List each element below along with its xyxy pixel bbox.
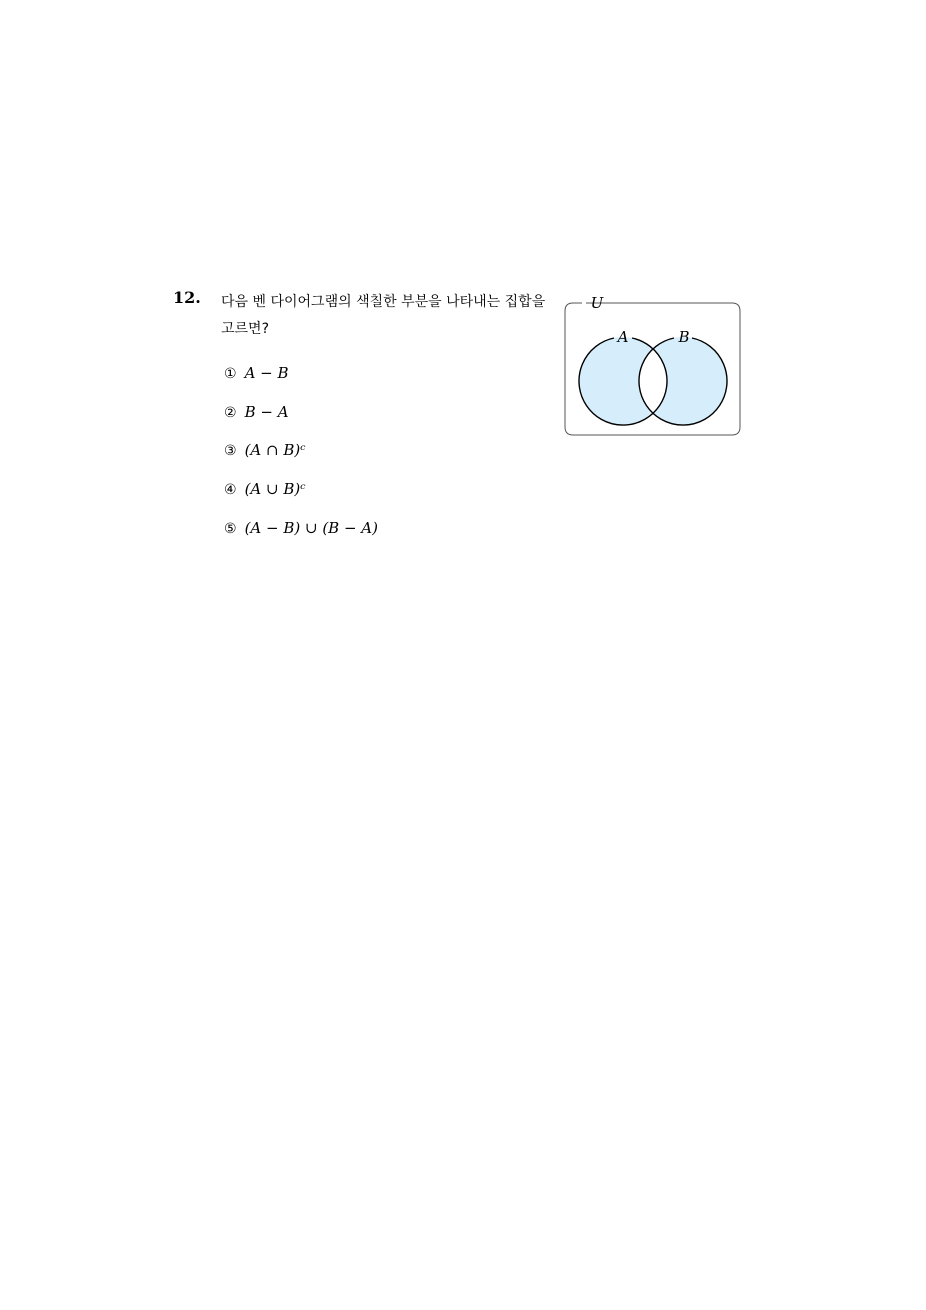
option-expression: A − B xyxy=(244,364,289,382)
option-expression: (A − B) ∪ (B − A) xyxy=(244,519,378,537)
option-5[interactable] xyxy=(224,519,378,537)
option-expression: B − A xyxy=(244,403,289,421)
option-2[interactable] xyxy=(224,403,289,421)
option-expression: (A ∩ B)ᶜ xyxy=(244,441,306,459)
question-text: 다음 벤 다이어그램의 색칠한 부분을 나타내는 집합을 고르면? xyxy=(221,294,546,337)
venn-diagram xyxy=(560,290,750,445)
option-mark: ② xyxy=(224,405,237,421)
set-a-label: A xyxy=(617,328,629,346)
option-3[interactable] xyxy=(224,441,306,459)
option-4[interactable] xyxy=(224,480,306,498)
option-1[interactable] xyxy=(224,364,289,382)
set-b-label: B xyxy=(678,328,690,346)
option-mark: ③ xyxy=(224,443,237,459)
question-number: 12. xyxy=(173,288,201,307)
universe-label: U xyxy=(590,294,604,312)
option-mark: ④ xyxy=(224,482,237,498)
option-mark: ⑤ xyxy=(224,521,237,537)
option-mark: ① xyxy=(224,366,237,382)
option-expression: (A ∪ B)ᶜ xyxy=(244,480,306,498)
